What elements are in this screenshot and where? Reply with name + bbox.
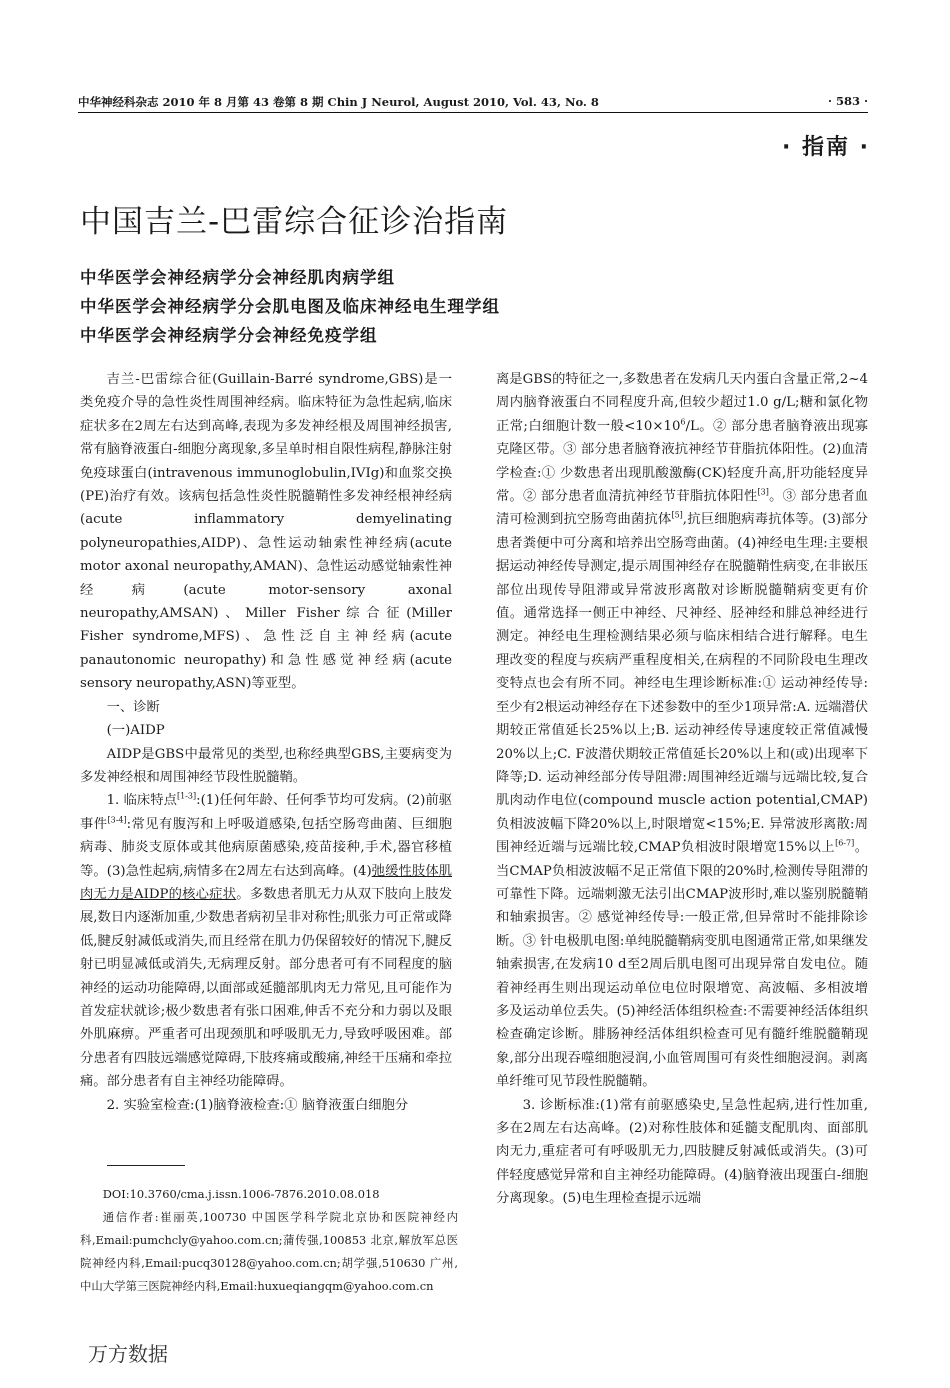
right-column xyxy=(496,368,868,1211)
citation-ref: [1-3] xyxy=(176,791,197,801)
lab-text: ,抗巨细胞病毒抗体等。(3)部分患者粪便中可分离和培养出空肠弯曲菌。(4)神经电生理:主要根据运动神经传导测定,提示周围神经存在脱髓鞘性病变,在非嵌压部位出现传导阻滞或异常波形离散对诊断脱髓鞘病变更有价值。通常选择一侧正中神经、尺神经、胫神经和腓总神经进行测定。神经电生理检测结果必须与临床相结合进行解释。电生理改变的程度与疾病严重程度相关,在病程的不同阶段电生理改变特点也会有所不同。神经电生理诊断标准:① 运动神经传导:至少有2根运动神经存在下述参数中的至少1项异常:A. 远端潜伏期较正常值延长25%以上;B. 运动神经传导速度较正常值减慢20%以上;C. F波潜伏期较正常值延长20%以上和(或)出现率下降等;D. 运动神经部分传导阻滞:周围神经近端与远端比较,复合肌肉动作电位(compound muscle action potential,CMAP)负相波波幅下降20%以上,时限增宽<15%;E. 异常波形离散:周围神经近端与远端比较,CMAP负相波时限增宽15%以上 xyxy=(496,512,869,856)
lab-text: 。③ 部分患者血清可检测到抗空肠弯曲菌抗体 xyxy=(496,489,868,528)
clinical-text: :(1)任何年龄、任何季节均可发病。(2)前驱事件 xyxy=(80,793,452,832)
left-column xyxy=(80,368,452,1117)
heading-aidp: (一)AIDP xyxy=(106,723,165,739)
lab-text: /L。② 部分患者脑脊液出现寡克隆区带。③ 部分患者脑脊液抗神经节苷脂抗体阳性。(2)血清学检查:① 少数患者出现肌酸激酶(CK)轻度升高,肝功能轻度异常。② 部分患者血清抗神经节苷脂抗体阳性 xyxy=(496,418,868,505)
doi-line: DOI:10.3760/cma.j.issn.1006-7876.2010.08.018 xyxy=(102,1187,380,1201)
author-group: 中华医学会神经病学分会肌电图及临床神经电生理学组 xyxy=(80,297,500,316)
aidp-description: AIDP是GBS中最常见的类型,也称经典型GBS,主要病变为多发神经根和周围神经节段性脱髓鞘。 xyxy=(80,746,452,785)
citation-ref: [3-4] xyxy=(107,815,127,825)
underlined-key-symptom: 弛缓性肢体肌肉无力是AIDP的核心症状 xyxy=(80,863,453,902)
watermark: 万方数据 xyxy=(88,1342,168,1366)
citation-ref: [6-7] xyxy=(835,838,855,848)
footnote-divider xyxy=(107,1165,185,1166)
author-group: 中华医学会神经病学分会神经免疫学组 xyxy=(80,326,378,345)
correspondence-line: 通信作者:崔丽英,100730 中国医学科学院北京协和医院神经内科,Email:pumchcly@yahoo.com.cn;蒲传强,100853 北京,解放军总医院神经内科,Email:pucq30128@yahoo.com.cn;胡学强,510630 广州,中山大学第三医院神经内科,Email:huxueqiangqm@yahoo.com.cn xyxy=(80,1210,458,1293)
article-title: 中国吉兰-巴雷综合征诊治指南 xyxy=(80,204,509,240)
page-number: · 583 · xyxy=(827,94,868,108)
heading-diagnosis: 一、诊断 xyxy=(106,699,160,715)
diagnostic-criteria-paragraph: 3. 诊断标准:(1)常有前驱感染史,呈急性起病,进行性加重,多在2周左右达高峰。(2)对称性肢体和延髓支配肌肉、面部肌肉无力,重症者可有呼吸肌无力,四肢腱反射减低或消失。(3)可伴轻度感觉异常和自主神经功能障碍。(4)脑脊液出现蛋白-细胞分离现象。(5)电生理检查提示远端 xyxy=(496,1097,868,1207)
lab-text: 。当CMAP负相波波幅不足正常值下限的20%时,检测传导阻滞的可靠性下降。远端刺激无法引出CMAP波形时,难以鉴别脱髓鞘和轴索损害。② 感觉神经传导:一般正常,但异常时不能排除诊断。③ 针电极肌电图:单纯脱髓鞘病变肌电图通常正常,如果继发轴索损害,在发病10 d至2周后肌电图可出现异常自发电位。随着神经再生则出现运动单位电位时限增宽、高波幅、多相波增多及运动单位丢失。(5)神经活体组织检查:不需要神经活体组织检查确定诊断。腓肠神经活体组织检查可见有髓纤维脱髓鞘现象,部分出现吞噬细胞浸润,小血管周围可有炎性细胞浸润。剥离单纤维可见节段性脱髓鞘。 xyxy=(496,840,869,1090)
section-tag: · 指南 · xyxy=(781,135,870,160)
intro-paragraph: 吉兰-巴雷综合征(Guillain-Barré syndrome,GBS)是一类免疫介导的急性炎性周围神经病。临床特征为急性起病,临床症状多在2周左右达到高峰,表现为多发神经根及周围神经损害,常有脑脊液蛋白-细胞分离现象,多呈单时相自限性病程,静脉注射免疫球蛋白(intravenous immunoglobulin,IVIg)和血浆交换(PE)治疗有效。该病包括急性炎性脱髓鞘性多发神经根神经病(acute inflammatory demyelinating polyneuropathies,AIDP)、急性运动轴索性神经病(acute motor axonal neuropathy,AMAN)、急性运动感觉轴索性神经病(acute motor-sensory axonal neuropathy,AMSAN)、Miller Fisher综合征(Miller Fisher syndrome,MFS)、急性泛自主神经病(acute panautonomic neuropathy)和急性感觉神经病(acute sensory neuropathy,ASN)等亚型。 xyxy=(80,372,452,692)
lab-tests-continued xyxy=(496,368,868,1094)
running-header xyxy=(78,90,868,113)
superscript: 6 xyxy=(680,417,686,427)
journal-citation: 中华神经科杂志 2010 年 8 月第 43 卷第 8 期 Chin J Neurol, August 2010, Vol. 43, No. 8 xyxy=(78,95,599,109)
clinical-text: 1. 临床特点 xyxy=(106,793,177,809)
lab-tests-start: 2. 实验室检查:(1)脑脊液检查:① 脑脊液蛋白细胞分 xyxy=(106,1097,409,1113)
citation-ref: [3] xyxy=(757,487,769,497)
clinical-text: :常见有腹泻和上呼吸道感染,包括空肠弯曲菌、巨细胞病毒、肺炎支原体或其他病原菌感染,疫苗接种,手术,器官移植等。(3)急性起病,病情多在2周左右达到高峰。(4) xyxy=(80,816,452,879)
author-group: 中华医学会神经病学分会神经肌肉病学组 xyxy=(80,268,395,287)
footnotes xyxy=(80,1183,458,1298)
lab-text: 离是GBS的特征之一,多数患者在发病几天内蛋白含量正常,2~4周内脑脊液蛋白不同程度升高,但较少超过1.0 g/L;糖和氯化物正常;白细胞计数一般<10×10 xyxy=(496,372,868,434)
author-list xyxy=(80,263,500,350)
clinical-features-paragraph xyxy=(80,789,452,1093)
clinical-text: 。多数患者肌无力从双下肢向上肢发展,数日内逐渐加重,少数患者病初呈非对称性;肌张力可正常或降低,腱反射减低或消失,而且经常在肌力仍保留较好的情况下,腱反射已明显减低或消失,无病理反射。部分患者可有不同程度的脑神经的运动功能障碍,以面部或延髓部肌肉无力常见,且可能作为首发症状就诊;极少数患者有张口困难,伸舌不充分和力弱以及眼外肌麻痹。严重者可出现颈肌和呼吸肌无力,导致呼吸困难。部分患者有四肢远端感觉障碍,下肢疼痛或酸痛,神经干压痛和牵拉痛。部分患者有自主神经功能障碍。 xyxy=(80,886,453,1090)
citation-ref: [5] xyxy=(671,511,683,521)
